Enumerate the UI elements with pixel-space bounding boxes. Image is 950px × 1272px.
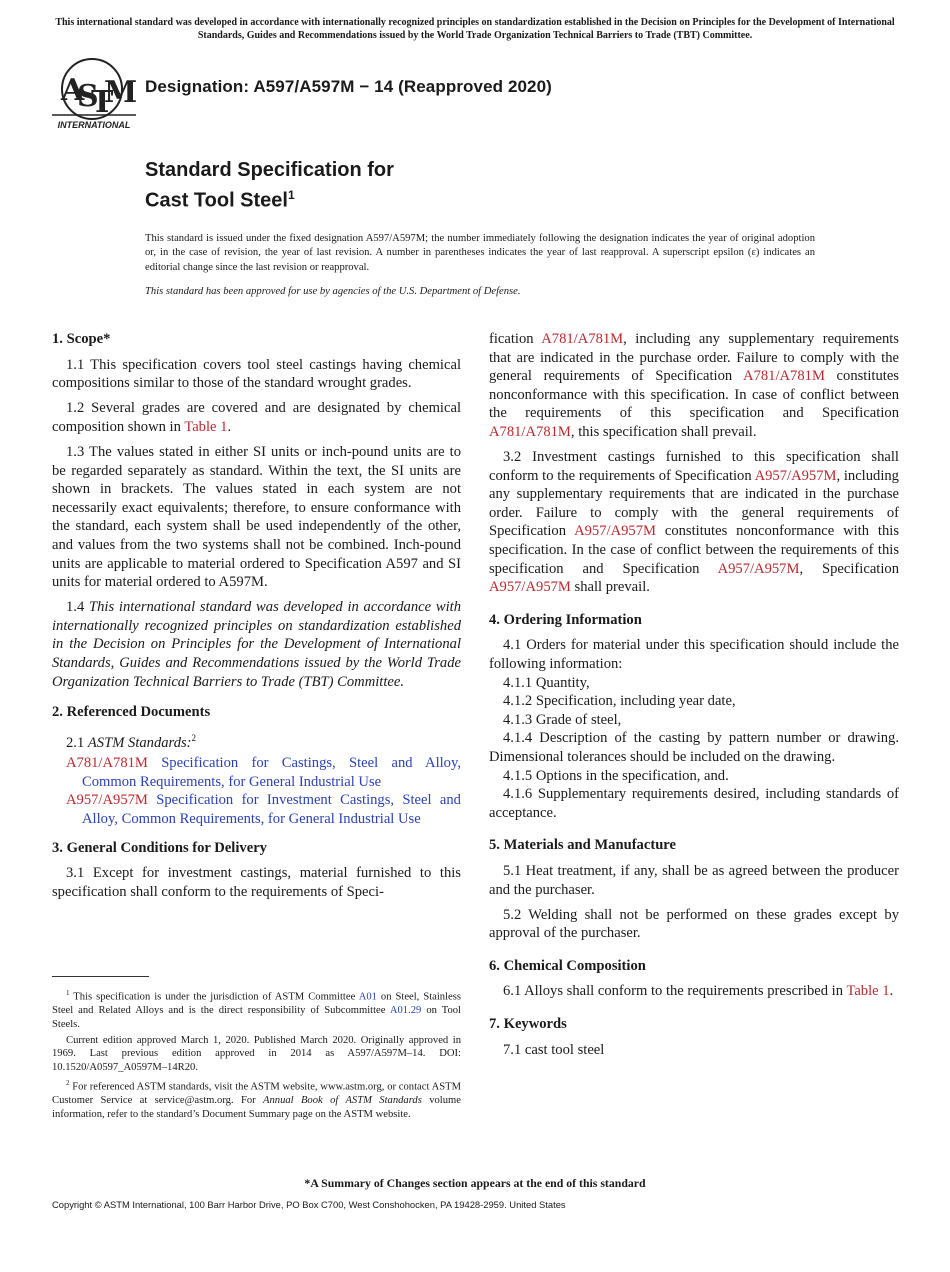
table-1-link[interactable]: Table 1 <box>184 418 228 435</box>
a957-link[interactable]: A957/A957M <box>66 792 148 809</box>
section-heading-keywords: 7. Keywords <box>489 1016 567 1032</box>
dod-note: This standard has been approved for use by agencies of the U.S. Department of Defense. <box>145 286 521 297</box>
paragraph-1-2: 1.2 Several grades are covered and are designated by chemical composition shown in Table 1. <box>52 400 461 435</box>
section-heading-scope: 1. Scope* <box>52 331 111 347</box>
svg-text:A: A <box>61 73 82 108</box>
paragraph-4-1-6: 4.1.6 Supplementary requirements desired, including standards of acceptance. <box>489 786 899 821</box>
paragraph-1-4: 1.4 This international standard was developed in accordance with internationally recognized principles on standardization established in the Decision on Principles for the Development of International Standards, Guides and Recommendations issued by the World Trade Organization Technical Barriers to Trade (TBT) Committee. <box>52 599 462 690</box>
paragraph-4-1-1: 4.1.1 Quantity, <box>503 674 590 691</box>
designation: Designation: A597/A597M − 14 (Reapproved 2020) <box>145 77 552 96</box>
reference-a781 <box>52 754 461 791</box>
footnote-2: $^2$ For referenced ASTM standards, visit the ASTM website, www.astm.org, or contact ASTM Customer Service at service@astm.org. For Annual Book of ASTM Standards volume information, refer to the standard’s Document Summary page on the ASTM website. <box>52 1078 461 1120</box>
a957-link-3[interactable]: A957/A957M <box>574 523 656 540</box>
issue-note: This standard is issued under the fixed designation A597/A597M; the number immediately following the designation indicates the year of original adoption or, in the case of revision, the year of last revision. A number in parentheses indicates the year of last reapproval. A superscript epsilon (ε) indicates an editorial change since the last revision or reapproval. <box>145 233 815 273</box>
astm-logo <box>52 56 136 132</box>
title-line-2: Cast Tool Steel <box>145 189 288 212</box>
paragraph-4-1-2: 4.1.2 Specification, including year date, <box>503 693 736 710</box>
paragraph-5-1: 5.1 Heat treatment, if any, shall be as agreed between the producer and the purchaser. <box>489 862 899 898</box>
a957-link-2[interactable]: A957/A957M <box>754 467 837 484</box>
footnote-divider <box>52 976 149 977</box>
section-heading-ordering: 4. Ordering Information <box>489 611 642 628</box>
a781-link-4[interactable]: A781/A781M <box>489 423 571 440</box>
paragraph-4-1-3: 4.1.3 Grade of steel, <box>503 711 622 728</box>
section-heading-materials: 5. Materials and Manufacture <box>489 837 676 854</box>
subcommittee-a01-29-link[interactable]: A01.29 <box>389 1005 422 1017</box>
a781-link-2[interactable]: A781/A781M <box>541 331 624 347</box>
paragraph-6-1: 6.1 Alloys shall conform to the requirements prescribed in Table 1. <box>503 983 894 1000</box>
a957-link-5[interactable]: A957/A957M <box>489 579 571 596</box>
paragraph-1-1: 1.1 This specification covers tool steel castings having chemical compositions similar to those of the standard wrought grades. <box>52 356 461 392</box>
paragraph-4-1-5: 4.1.5 Options in the specification, and. <box>503 767 729 784</box>
a957-title-link[interactable]: Specification for Investment Castings, Steel and Alloy, Common Requirements, for General Industrial Use <box>82 792 461 828</box>
paragraph-3-1-continued: fication A781/A781M, including any supplementary requirements that are indicated in the purchase order. Failure to comply with the general requirements of Specification A781/A781M constitutes nonconformance with this specification. In case of conflict between the requirements of this specification and Specification A781/A781M, this specification shall prevail. <box>489 331 899 440</box>
paragraph-2-1: 2.1 ASTM Standards:$^2$ <box>66 732 197 751</box>
right-column <box>489 330 899 1066</box>
paragraph-3-2: 3.2 Investment castings furnished to this specification shall conform to the requirements of Specification A957/A957M, including any supplementary requirements that are indicated in the purchase order. Failure to comply with the general requirements of Specification A957/A957M constitutes nonconformance with this specification. In the case of conflict between the requirements of this specification and Specification A957/A957M, Specification A957/A957M shall prevail. <box>489 449 900 596</box>
paragraph-1-3: 1.3 The values stated in either SI units or inch-pound units are to be regarded separately as standard. Within the text, the SI units are shown in brackets. The values stated in each system are not necessarily exact equivalents; therefore, to ensure conformance with the standard, each system shall be used independently of the other, and values from the two systems shall not be combined. Inch-pound units are applicable to material ordered to Specification A597 and SI units for material ordered to A597M. <box>52 443 461 591</box>
left-column <box>52 330 461 908</box>
svg-text:S: S <box>77 79 96 114</box>
svg-text:T: T <box>91 85 111 120</box>
a781-title-link[interactable]: Specification for Castings, Steel and Alloy, Common Requirements, for General Industrial Use <box>82 755 461 790</box>
copyright: Copyright © ASTM International, 100 Barr Harbor Drive, PO Box C700, West Conshohocken, PA 19428-2959. United States <box>52 1199 566 1210</box>
paragraph-4-1-4: 4.1.4 Description of the casting by pattern number or drawing. Dimensional tolerances should be included on the drawing. <box>489 730 899 765</box>
a781-link-3[interactable]: A781/A781M <box>743 368 825 385</box>
committee-a01-link[interactable]: A01 <box>358 991 377 1003</box>
svg-text:M: M <box>104 75 135 110</box>
a781-link[interactable]: A781/A781M <box>66 755 148 772</box>
section-heading-referenced-documents: 2. Referenced Documents <box>52 704 211 721</box>
table-1-link-2[interactable]: Table 1 <box>846 983 890 1000</box>
summary-of-changes-note: *A Summary of Changes section appears at the end of this standard <box>304 1176 646 1190</box>
development-notice: This international standard was developed in accordance with internationally recognized principles on standardization established in the Decision on Principles for the Development of International Standards, Guides and Recommendations issued by the World Trade Organization Technical Barriers to Trade (TBT) Committee. <box>55 17 895 41</box>
paragraph-3-1-start: 3.1 Except for investment castings, material furnished to this specification shall conform to the requirements of Speci- <box>52 865 461 900</box>
logo-wordmark: INTERNATIONAL <box>57 120 131 130</box>
paragraph-4-1: 4.1 Orders for material under this specification should include the following information: <box>489 637 899 672</box>
title-footnote-mark: 1 <box>288 188 295 202</box>
document-title <box>145 158 394 214</box>
section-heading-chemical: 6. Chemical Composition <box>489 957 646 974</box>
reference-a957 <box>52 791 461 828</box>
paragraph-7-1: 7.1 cast tool steel <box>503 1041 605 1058</box>
section-heading-general-conditions: 3. General Conditions for Delivery <box>52 839 267 856</box>
paragraph-5-2: 5.2 Welding shall not be performed on these grades except by approval of the purchaser. <box>489 906 899 942</box>
footnote-1-edition: Current edition approved March 1, 2020. Published March 2020. Originally approved in 1969. Last previous edition approved in 2014 as A597/A597M–14. DOI: 10.1520/A0597_A0597M–14R20. <box>52 1034 461 1074</box>
title-line-1: Standard Specification for <box>145 159 394 181</box>
a957-link-4[interactable]: A957/A957M <box>717 560 800 577</box>
footnotes <box>52 987 461 1123</box>
footnote-1: $^1$ This specification is under the jurisdiction of ASTM Committee A01 on Steel, Stainless Steel and Related Alloys and is the direct responsibility of Subcommittee A01.29 on Tool Steels. <box>52 989 461 1030</box>
